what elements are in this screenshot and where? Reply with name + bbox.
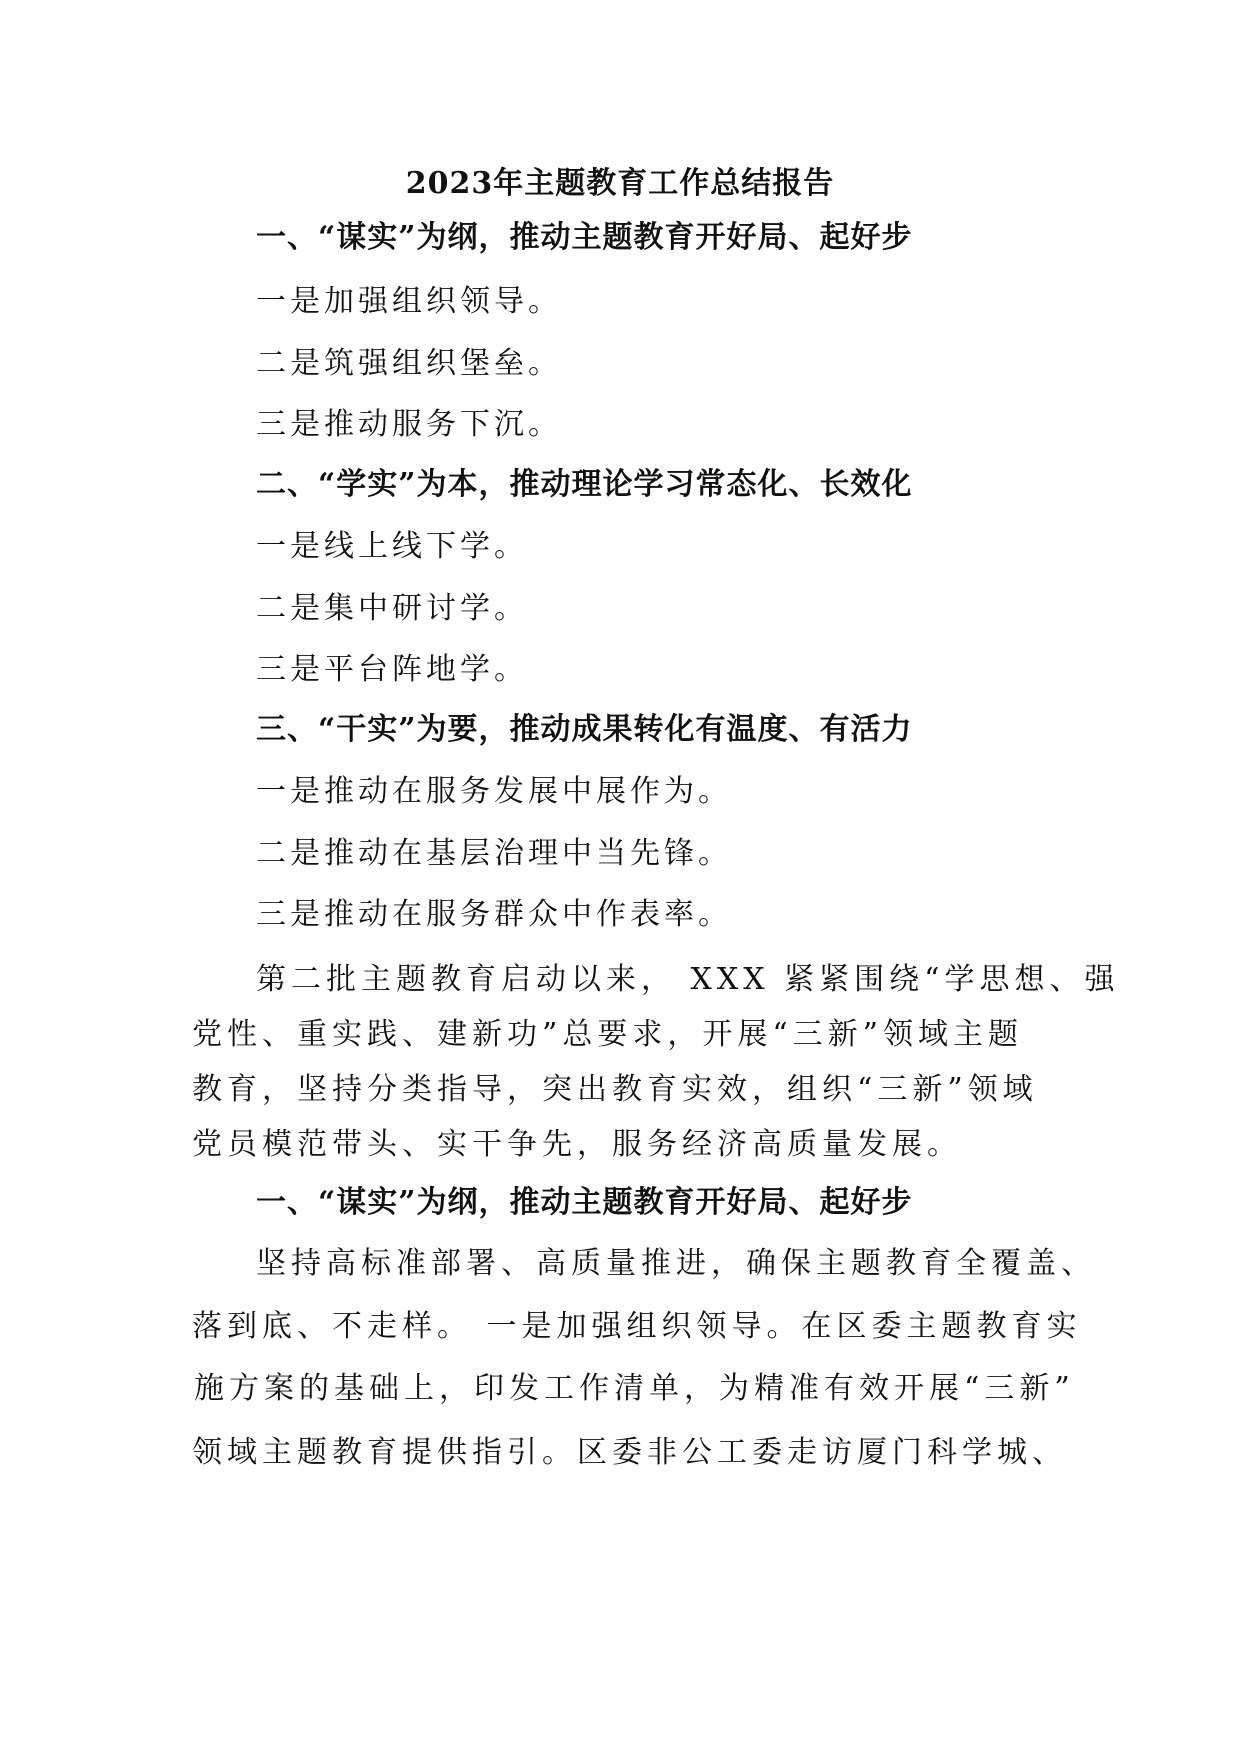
section-paragraph-line: 施方案的基础上，印发工作清单，为精准有效开展“三新” bbox=[194, 1371, 1075, 1406]
outline-item: 三是推动在服务群众中作表率。 bbox=[256, 897, 732, 932]
outline-heading-2: 二、“学实”为本，推动理论学习常态化、长效化 bbox=[256, 467, 913, 502]
section-paragraph-line: 落到底、不走样。 一是加强组织领导。在区委主题教育实 bbox=[192, 1309, 1082, 1344]
section-paragraph-line: 领域主题教育提供指引。区委非公工委走访厦门科学城、 bbox=[192, 1435, 1067, 1470]
outline-item: 一是线上线下学。 bbox=[256, 529, 528, 564]
intro-paragraph-line: 教育，坚持分类指导，突出教育实效，组织“三新”领域 bbox=[192, 1072, 1038, 1107]
section-heading: 一、“谋实”为纲，推动主题教育开好局、起好步 bbox=[256, 1185, 913, 1220]
outline-item: 一是推动在服务发展中展作为。 bbox=[256, 774, 732, 809]
outline-item: 二是筑强组织堡垒。 bbox=[256, 346, 562, 381]
outline-item: 三是推动服务下沉。 bbox=[256, 407, 562, 442]
outline-heading-1: 一、“谋实”为纲，推动主题教育开好局、起好步 bbox=[256, 220, 913, 255]
outline-item: 二是推动在基层治理中当先锋。 bbox=[256, 836, 732, 871]
intro-paragraph-line: 党员模范带头、实干争先，服务经济高质量发展。 bbox=[192, 1127, 962, 1162]
outline-item: 一是加强组织领导。 bbox=[256, 284, 562, 319]
section-paragraph-line: 坚持高标准部署、高质量推进，确保主题教育全覆盖、 bbox=[256, 1246, 1096, 1281]
intro-paragraph-line: 党性、重实践、建新功”总要求，开展“三新”领域主题 bbox=[192, 1017, 1024, 1052]
outline-heading-3: 三、“干实”为要，推动成果转化有温度、有活力 bbox=[256, 712, 913, 747]
intro-paragraph-line: 第二批主题教育启动以来， XXX 紧紧围绕“学思想、强 bbox=[256, 962, 1120, 997]
outline-item: 三是平台阵地学。 bbox=[256, 652, 528, 687]
document-title: 2023年主题教育工作总结报告 bbox=[405, 166, 835, 201]
outline-item: 二是集中研讨学。 bbox=[256, 591, 528, 626]
